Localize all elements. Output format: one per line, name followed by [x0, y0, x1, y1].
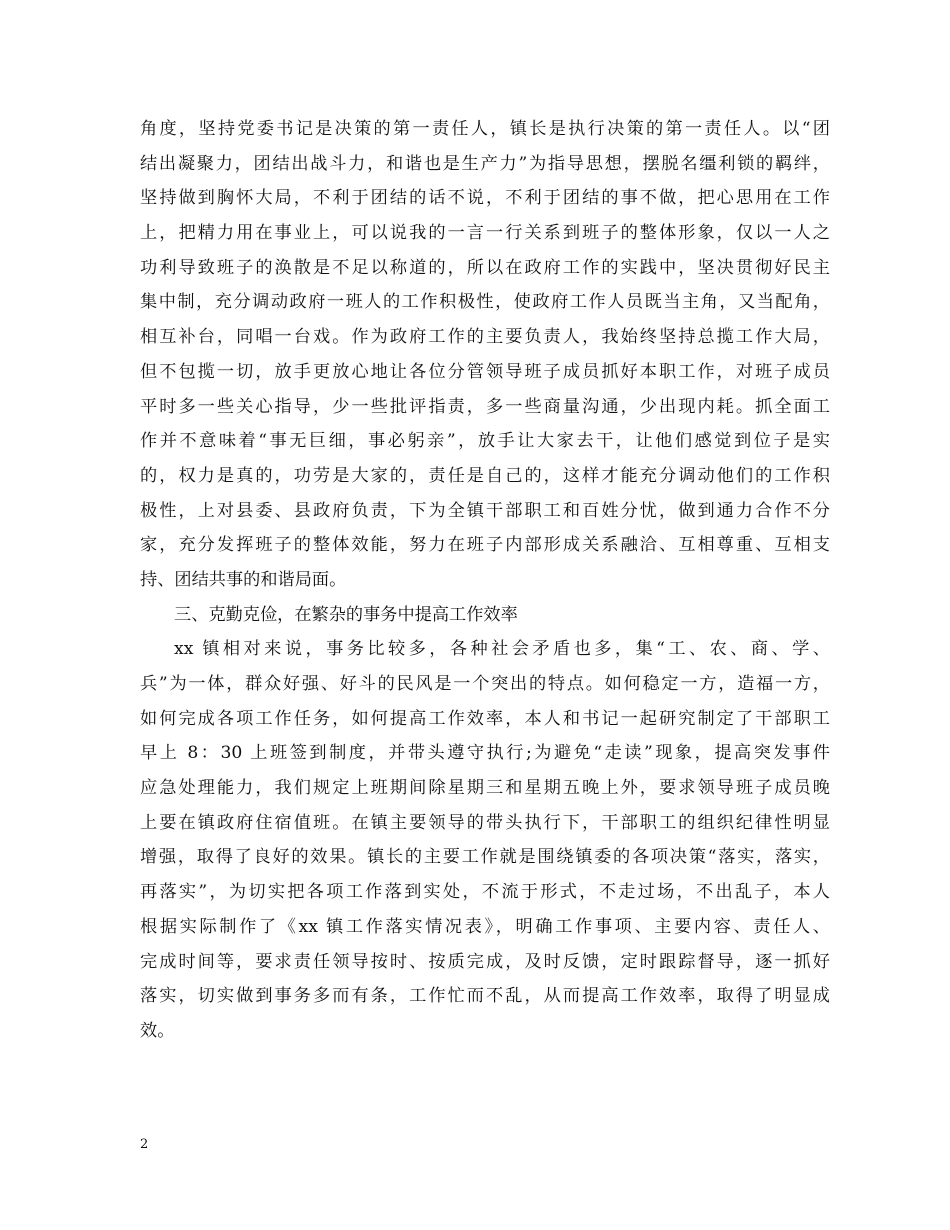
text-line: 应急处理能力，我们规定上班期间除星期三和星期五晚上外，要求领导班子成员晚 [140, 778, 830, 799]
text-line: 上要在镇政府住宿值班。在镇主要领导的带头执行下，干部职工的组织纪律性明显 [140, 812, 830, 833]
text-line: 坚持做到胸怀大局，不利于团结的话不说，不利于团结的事不做，把心思用在工作 [140, 188, 830, 209]
text-line: 再落实”，为切实把各项工作落到实处，不流于形式，不走过场，不出乱子，本人 [140, 882, 830, 903]
text-line: 集中制，充分调动政府一班人的工作积极性，使政府工作人员既当主角，又当配角， [140, 292, 830, 313]
body-text [140, 112, 830, 1049]
text-line: 增强，取得了良好的效果。镇长的主要工作就是围绕镇委的各项决策“落实，落实， [140, 847, 830, 868]
text-line: 效。 [140, 1020, 175, 1041]
text-line: 上，把精力用在事业上，可以说我的一言一行关系到班子的整体形象，仅以一人之 [140, 223, 830, 244]
page-number: 2 [140, 1137, 149, 1152]
text-line: 但不包揽一切，放手更放心地让各位分管领导班子成员抓好本职工作，对班子成员 [140, 361, 830, 382]
text-line: 结出凝聚力，团结出战斗力，和谐也是生产力”为指导思想，摆脱名缰利锁的羁绊， [140, 153, 830, 174]
text-line: 相互补台，同唱一台戏。作为政府工作的主要负责人，我始终坚持总揽工作大局， [140, 327, 830, 348]
text-line: 完成时间等，要求责任领导按时、按质完成，及时反馈，定时跟踪督导，逐一抓好 [140, 951, 830, 972]
text-line: 持、团结共事的和谐局面。 [140, 569, 347, 590]
text-line: 角度，坚持党委书记是决策的第一责任人，镇长是执行决策的第一责任人。以“团 [140, 119, 830, 139]
text-line: 家，充分发挥班子的整体效能，努力在班子内部形成关系融洽、互相尊重、互相支 [140, 535, 830, 556]
text-line: 功利导致班子的涣散是不足以称道的，所以在政府工作的实践中，坚决贯彻好民主 [140, 257, 830, 278]
text-line: 落实，切实做到事务多而有条，工作忙而不乱，从而提高工作效率，取得了明显成 [140, 986, 830, 1007]
text-line: 平时多一些关心指导，少一些批评指责，多一些商量沟通，少出现内耗。抓全面工 [140, 396, 830, 417]
text-line: 作并不意味着“事无巨细，事必躬亲”，放手让大家去干，让他们感觉到位子是实 [140, 431, 830, 452]
text-line: 的，权力是真的，功劳是大家的，责任是自己的，这样才能充分调动他们的工作积 [140, 465, 830, 486]
text-line: xx 镇相对来说，事务比较多，各种社会矛盾也多，集“工、农、商、学、 [174, 639, 830, 660]
text-line: 如何完成各项工作任务，如何提高工作效率，本人和书记一起研究制定了干部职工 [140, 708, 830, 729]
text-line: 兵”为一体，群众好强、好斗的民风是一个突出的特点。如何稳定一方，造福一方， [140, 674, 830, 694]
section-heading: 三、克勤克俭，在繁杂的事务中提高工作效率 [174, 604, 518, 625]
text-line: 早上 8：30 上班签到制度，并带头遵守执行;为避免“走读”现象，提高突发事件 [140, 743, 830, 764]
text-line: 根据实际制作了《xx 镇工作落实情况表》，明确工作事项、主要内容、责任人、 [140, 916, 830, 937]
text-line: 极性，上对县委、县政府负责，下为全镇干部职工和百姓分忧，做到通力合作不分 [140, 500, 830, 521]
